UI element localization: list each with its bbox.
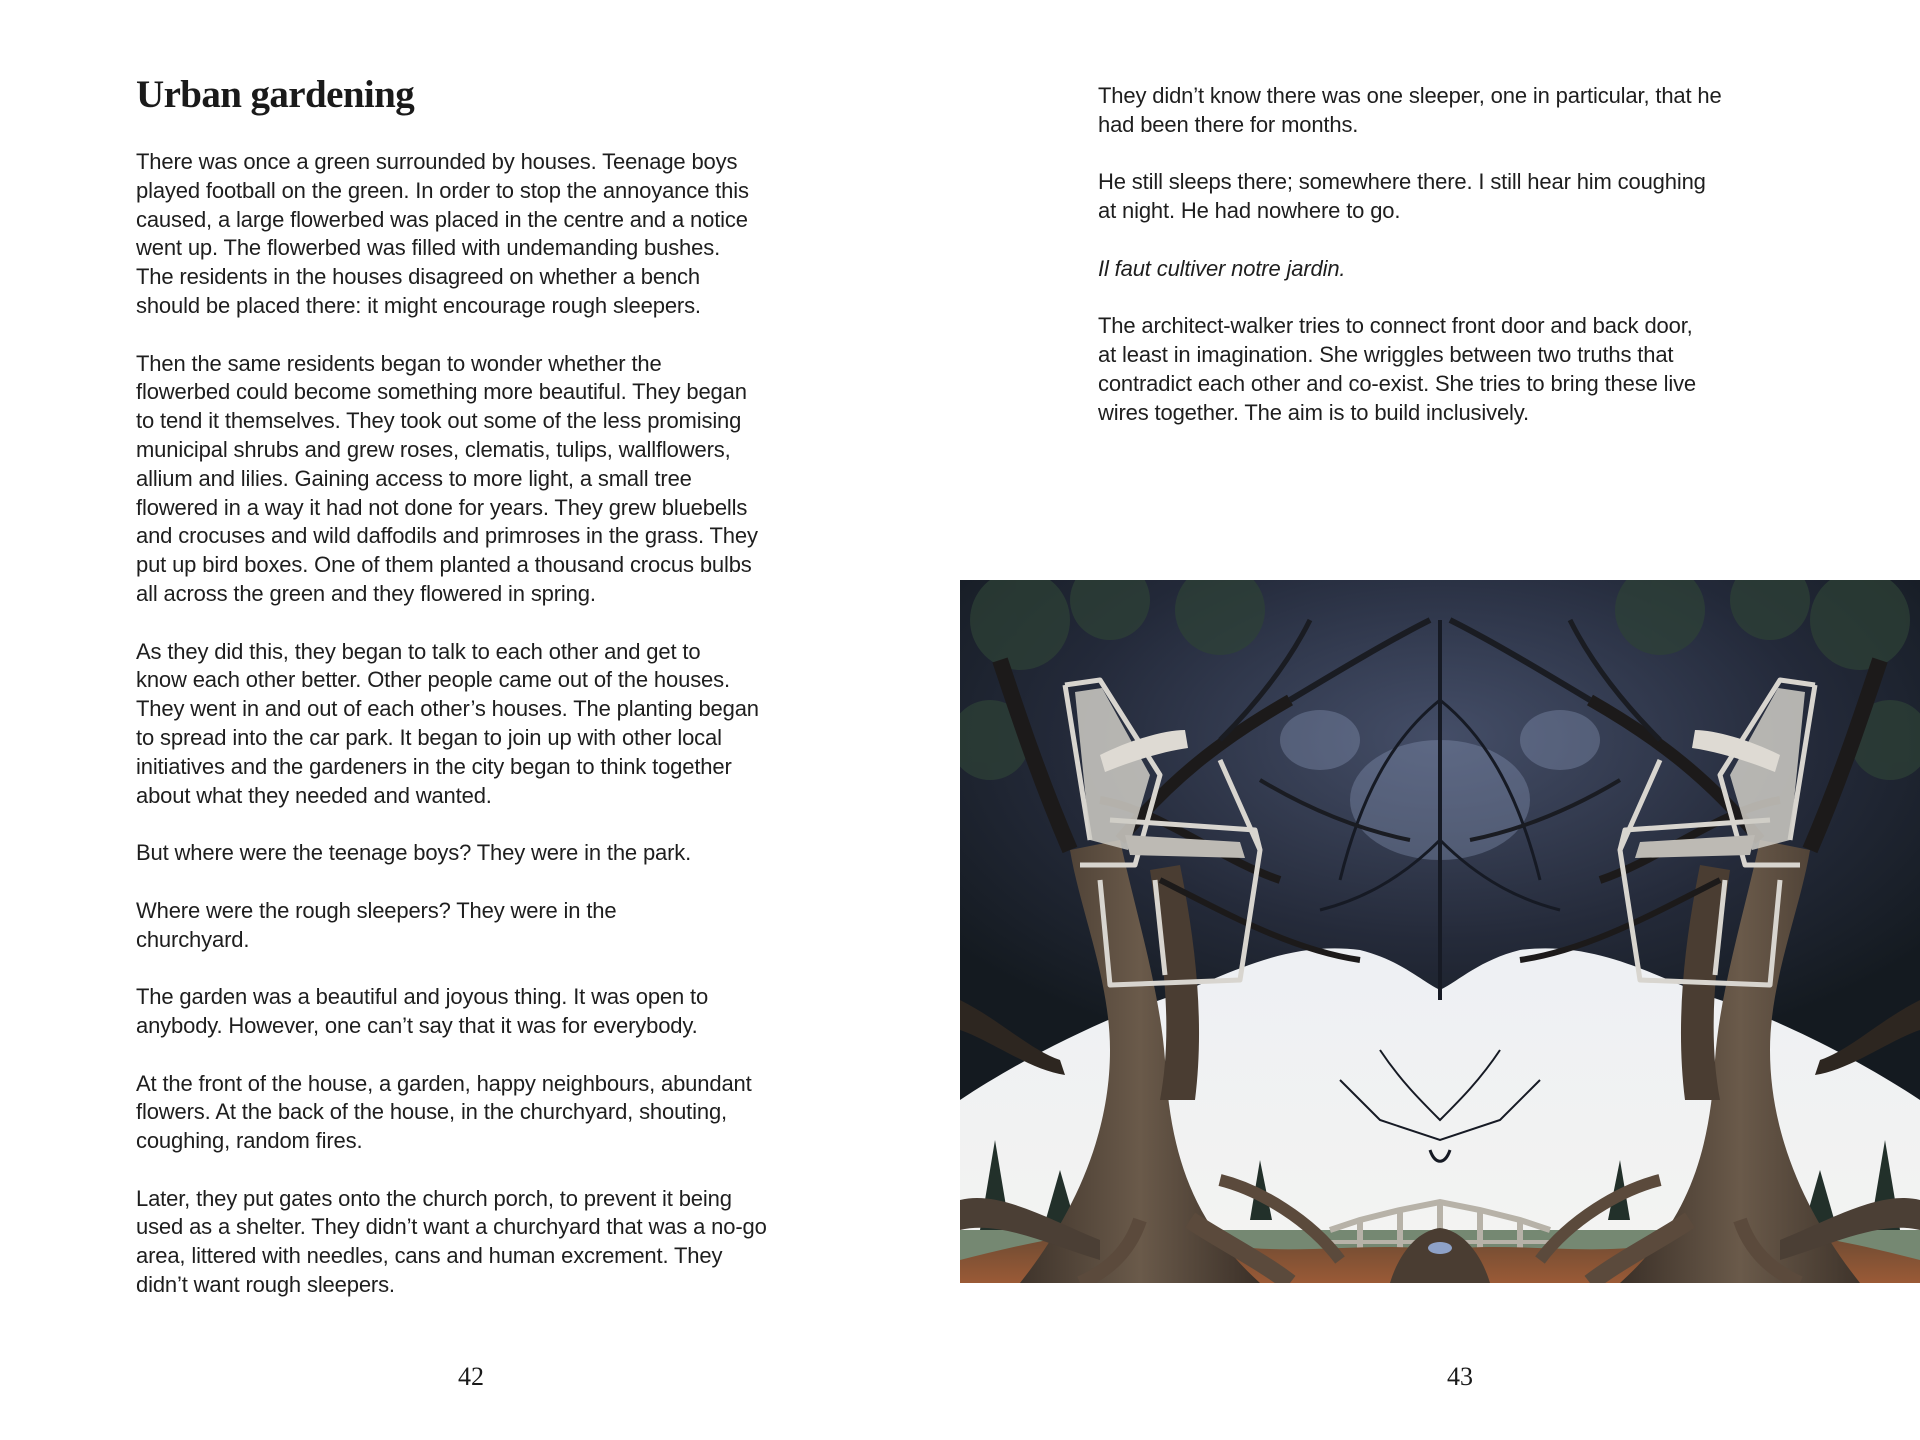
text-line: There was once a green surrounded by houses. Teenage boys xyxy=(136,149,738,174)
text-line: flowers. At the back of the house, in the churchyard, shouting, xyxy=(136,1099,728,1125)
text-line: all across the green and they flowered in spring. xyxy=(136,580,596,606)
text-line: used as a shelter. They didn’t want a churchyard that was a no-go xyxy=(136,1214,767,1240)
text-line: should be placed there: it might encourage rough sleepers. xyxy=(136,292,701,318)
text-line: He still sleeps there; somewhere there. I still hear him coughing xyxy=(1098,169,1706,195)
text-line: They didn’t know there was one sleeper, one in particular, that he xyxy=(1098,83,1722,108)
italic-quote xyxy=(1098,255,1818,284)
paragraph xyxy=(136,350,856,609)
text-line: initiatives and the gardeners in the city began to think together xyxy=(136,753,732,779)
text-line: had been there for months. xyxy=(1098,111,1359,137)
text-line: As they did this, they began to talk to each other and get to xyxy=(136,638,701,664)
paragraph xyxy=(1098,312,1818,427)
text-line: played football on the green. In order to stop the annoyance this xyxy=(136,177,749,203)
text-line: about what they needed and wanted. xyxy=(136,782,492,808)
right-page xyxy=(960,0,1920,1440)
text-line: But where were the teenage boys? They were in the park. xyxy=(136,840,692,866)
tree-photo-illustration xyxy=(960,580,1920,1283)
text-line: allium and lilies. Gaining access to more light, a small tree xyxy=(136,465,692,491)
paragraph xyxy=(136,1185,856,1300)
paragraph xyxy=(136,148,856,321)
paragraph xyxy=(1098,168,1818,226)
paragraph xyxy=(136,839,856,868)
mirrored-tree-chairs-photo xyxy=(960,580,1920,1283)
text-line: and crocuses and wild daffodils and primroses in the grass. They xyxy=(136,523,758,549)
paragraph xyxy=(136,638,856,811)
text-line: churchyard. xyxy=(136,926,250,952)
text-line: went up. The flowerbed was filled with undemanding bushes. xyxy=(136,235,721,261)
text-line: Il faut cultiver notre jardin. xyxy=(1098,255,1346,281)
text-line: put up bird boxes. One of them planted a thousand crocus bulbs xyxy=(136,552,752,578)
text-line: caused, a large flowerbed was placed in the centre and a notice xyxy=(136,206,748,232)
text-line: The garden was a beautiful and joyous thing. It was open to xyxy=(136,984,709,1010)
text-line: to spread into the car park. It began to join up with other local xyxy=(136,724,722,750)
text-line: The architect-walker tries to connect front door and back door, xyxy=(1098,313,1693,339)
text-line: They went in and out of each other’s houses. The planting began xyxy=(136,696,759,722)
paragraph xyxy=(136,897,856,955)
text-line: wires together. The aim is to build inclusively. xyxy=(1098,399,1529,425)
paragraph xyxy=(136,983,856,1041)
text-line: municipal shrubs and grew roses, clematis, tulips, wallflowers, xyxy=(136,436,731,462)
text-line: area, littered with needles, cans and human excrement. They xyxy=(136,1243,723,1269)
right-page-body xyxy=(1098,82,1818,456)
text-line: didn’t want rough sleepers. xyxy=(136,1272,395,1298)
paragraph xyxy=(136,1070,856,1156)
text-line: to tend it themselves. They took out some of the less promising xyxy=(136,408,742,434)
text-line: Then the same residents began to wonder whether the xyxy=(136,350,662,376)
page-number-left: 42 xyxy=(458,1362,484,1391)
text-line: at least in imagination. She wriggles between two truths that xyxy=(1098,342,1674,368)
text-line: at night. He had nowhere to go. xyxy=(1098,198,1401,224)
text-line: contradict each other and co-exist. She tries to bring these live xyxy=(1098,370,1697,396)
chapter-title: Urban gardening xyxy=(136,73,415,116)
text-line: The residents in the houses disagreed on whether a bench xyxy=(136,264,700,290)
text-line: Where were the rough sleepers? They were in the xyxy=(136,897,617,923)
text-line: flowerbed could become something more beautiful. They began xyxy=(136,379,747,405)
text-line: coughing, random fires. xyxy=(136,1128,363,1154)
paragraph xyxy=(1098,82,1818,140)
text-line: anybody. However, one can’t say that it was for everybody. xyxy=(136,1012,698,1038)
text-line: At the front of the house, a garden, happy neighbours, abundant xyxy=(136,1070,752,1096)
text-line: Later, they put gates onto the church porch, to prevent it being xyxy=(136,1185,732,1211)
text-line: know each other better. Other people came out of the houses. xyxy=(136,667,730,693)
page-number-right: 43 xyxy=(1447,1362,1473,1391)
left-page-body xyxy=(136,148,856,1329)
text-line: flowered in a way it had not done for years. They grew bluebells xyxy=(136,494,748,520)
